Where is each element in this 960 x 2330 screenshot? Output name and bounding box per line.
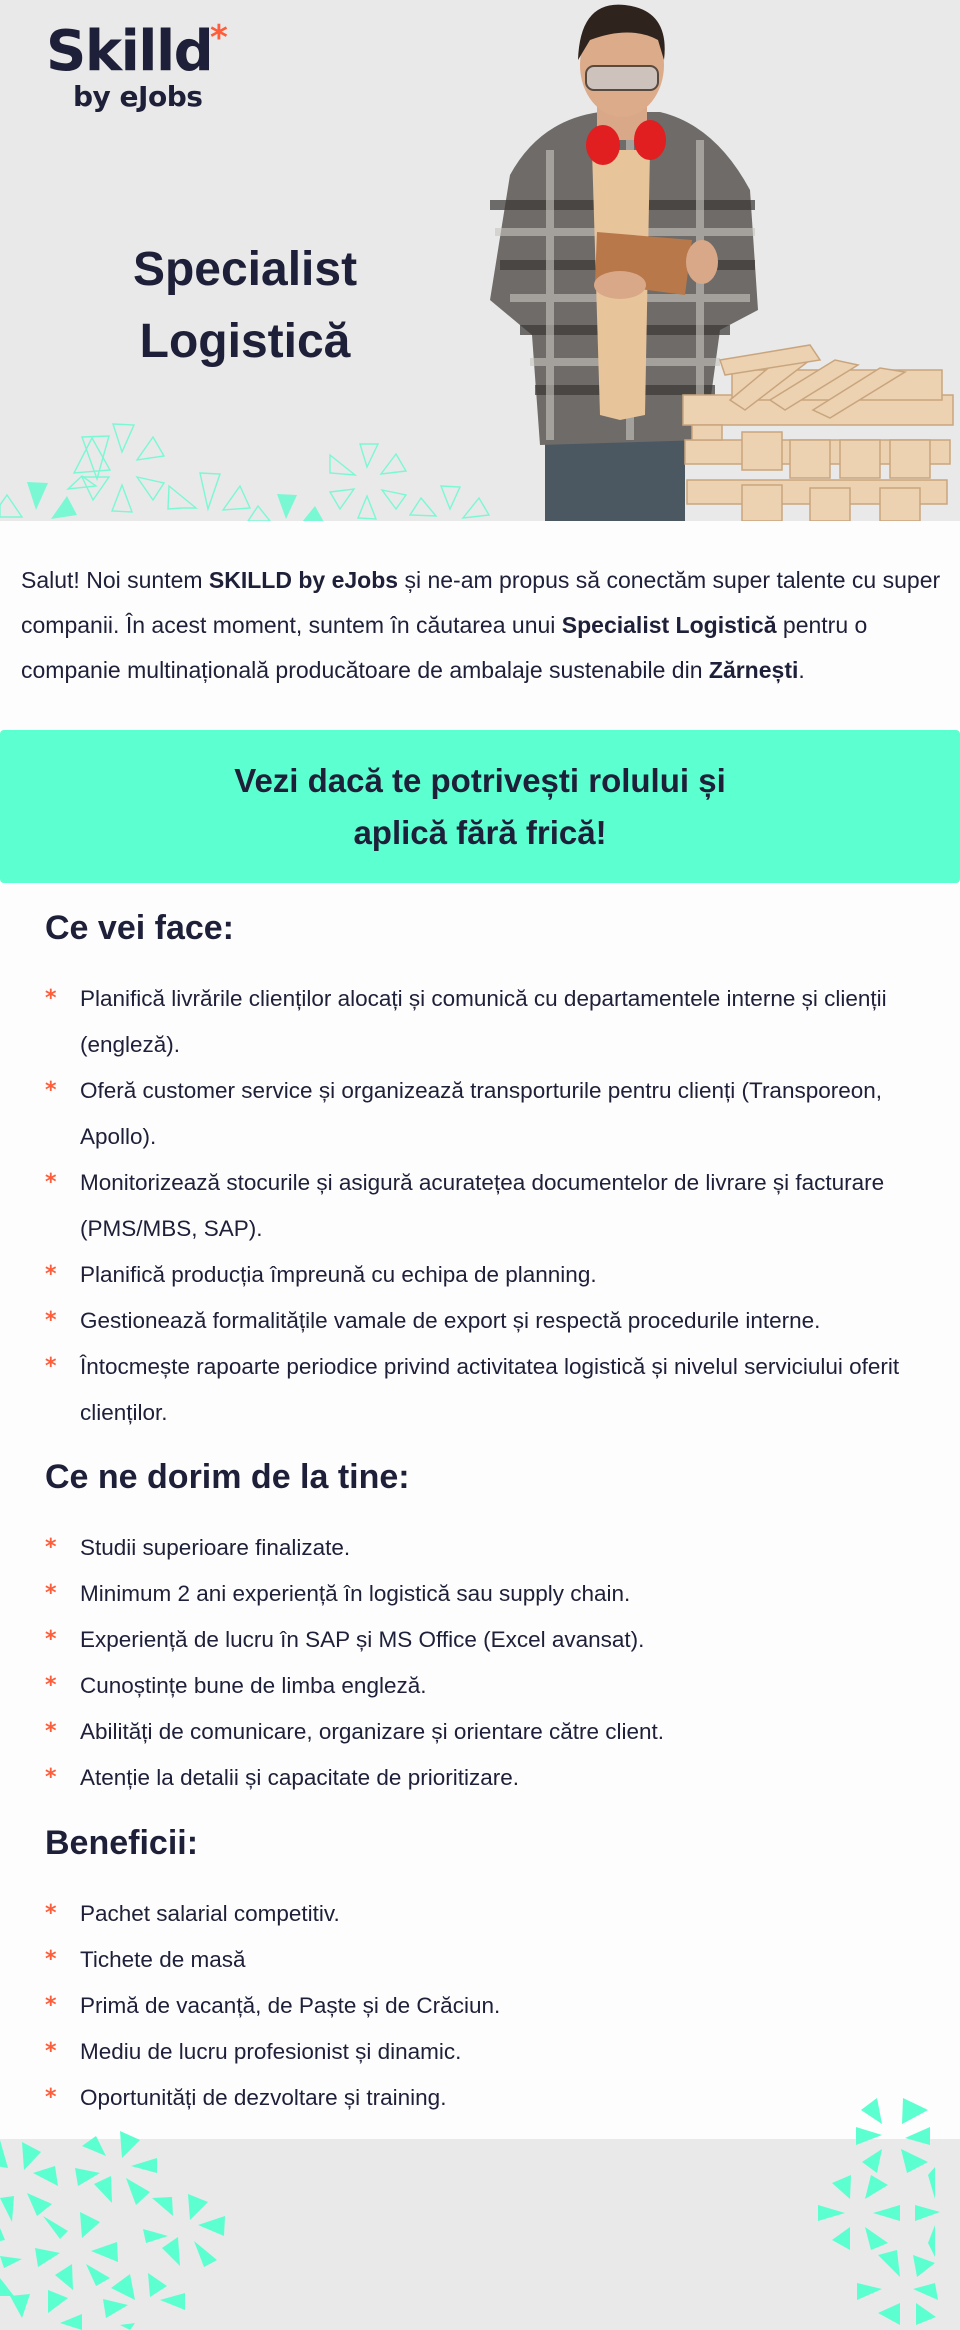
list-item-text: Întocmește rapoarte periodice privind activitatea logistică și nivelul serviciului oferit clienților.	[80, 1354, 900, 1425]
list-item	[45, 1617, 925, 1663]
asterisk-bullet-icon: *	[45, 1262, 57, 1287]
list-item-text: Planifică producția împreună cu echipa de planning.	[80, 1262, 597, 1287]
list-item-text: Gestionează formalitățile vamale de export și respectă procedurile interne.	[80, 1308, 821, 1333]
intro-text-4: .	[798, 657, 805, 683]
list-item-text: Atenție la detalii și capacitate de prioritizare.	[80, 1765, 519, 1790]
hero-header	[0, 0, 960, 521]
list-item-text: Monitorizează stocurile și asigură acuratețea documentelor de livrare și facturare (PMS/MBS, SAP).	[80, 1170, 885, 1241]
section-benefits	[45, 1823, 925, 2121]
list-item-text: Cunoștințe bune de limba engleză.	[80, 1673, 427, 1698]
list-item-text: Oferă customer service și organizează transporturile pentru clienți (Transporeon, Apollo).	[80, 1078, 883, 1149]
section-requirements	[45, 1457, 925, 1801]
asterisk-bullet-icon: *	[45, 986, 57, 1011]
asterisk-bullet-icon: *	[45, 1673, 57, 1698]
asterisk-bullet-icon: *	[45, 1581, 57, 1606]
section-title: Ce ne dorim de la tine:	[45, 1458, 410, 1496]
intro-text-2: și ne-am propus să conectăm super talente cu super companii. În acest moment, suntem în căutarea unui	[21, 567, 941, 638]
list-item	[45, 1160, 925, 1252]
asterisk-bullet-icon: *	[45, 1627, 57, 1652]
intro-text-3: pentru o companie multinațională producătoare de ambalaje sustenabile din	[21, 612, 868, 683]
list-item	[45, 2029, 925, 2075]
list-item-text: Minimum 2 ani experiență în logistică sau supply chain.	[80, 1581, 631, 1606]
list-item	[45, 1983, 925, 2029]
job-title-line-2: Logistică	[139, 315, 351, 368]
asterisk-bullet-icon: *	[45, 1535, 57, 1560]
list-item-text: Oportunități de dezvoltare și training.	[80, 2085, 447, 2110]
asterisk-bullet-icon: *	[45, 1765, 57, 1790]
list-item-text: Pachet salarial competitiv.	[80, 1901, 340, 1926]
intro-paragraph	[21, 558, 946, 693]
list-item-text: Tichete de masă	[80, 1947, 246, 1972]
logo-asterisk-icon: *	[210, 18, 228, 58]
logo-wordmark: Skilld	[46, 19, 213, 84]
asterisk-bullet-icon: *	[45, 1354, 57, 1379]
cta-banner	[0, 730, 960, 883]
list-item-text: Abilități de comunicare, organizare și orientare către client.	[80, 1719, 665, 1744]
intro-role: Specialist Logistică	[561, 612, 777, 638]
list-item	[45, 1891, 925, 1937]
benefits-list	[45, 1891, 925, 2121]
logo-subtitle: by eJobs	[73, 80, 203, 113]
list-item	[45, 1709, 925, 1755]
asterisk-bullet-icon: *	[45, 2039, 57, 2064]
triangle-cluster-icon	[0, 2128, 240, 2330]
list-item	[45, 1755, 925, 1801]
hero-photo	[480, 0, 960, 521]
triangle-cluster-icon	[810, 2095, 960, 2330]
job-title	[60, 234, 430, 378]
intro-text-1: Salut! Noi suntem	[21, 567, 209, 593]
list-item-text: Primă de vacanță, de Paște și de Crăciun.	[80, 1993, 501, 2018]
asterisk-bullet-icon: *	[45, 1719, 57, 1744]
asterisk-bullet-icon: *	[45, 1947, 57, 1972]
asterisk-bullet-icon: *	[45, 1993, 57, 2018]
intro-brand: SKILLD by eJobs	[208, 567, 399, 593]
asterisk-bullet-icon: *	[45, 2085, 57, 2110]
skilld-logo	[46, 18, 228, 113]
list-item	[45, 976, 925, 1068]
list-item-text: Planifică livrările clienților alocați și comunică cu departamentele interne și clienții (engleză).	[80, 986, 887, 1057]
list-item	[45, 1068, 925, 1160]
list-item	[45, 1525, 925, 1571]
section-title: Beneficii:	[45, 1824, 199, 1862]
list-item-text: Mediu de lucru profesionist și dinamic.	[80, 2039, 462, 2064]
section-title: Ce vei face:	[45, 909, 234, 947]
job-title-line-1: Specialist	[132, 243, 358, 296]
asterisk-bullet-icon: *	[45, 1170, 57, 1195]
list-item	[45, 1252, 925, 1298]
intro-location: Zărnești	[708, 657, 799, 683]
list-item	[45, 1937, 925, 1983]
triangle-pattern-icon	[0, 410, 500, 521]
asterisk-bullet-icon: *	[45, 1308, 57, 1333]
list-item	[45, 2075, 925, 2121]
asterisk-bullet-icon: *	[45, 1078, 57, 1103]
list-item-text: Studii superioare finalizate.	[80, 1535, 351, 1560]
list-item	[45, 1344, 925, 1436]
list-item	[45, 1298, 925, 1344]
requirements-list	[45, 1525, 925, 1801]
list-item-text: Experiență de lucru în SAP și MS Office (Excel avansat).	[80, 1627, 645, 1652]
asterisk-bullet-icon: *	[45, 1901, 57, 1926]
cta-text: Vezi dacă te potrivești rolului și aplică fără frică!	[234, 761, 726, 851]
responsibilities-list	[45, 976, 925, 1436]
list-item	[45, 1571, 925, 1617]
list-item	[45, 1663, 925, 1709]
section-responsibilities	[45, 908, 925, 1436]
